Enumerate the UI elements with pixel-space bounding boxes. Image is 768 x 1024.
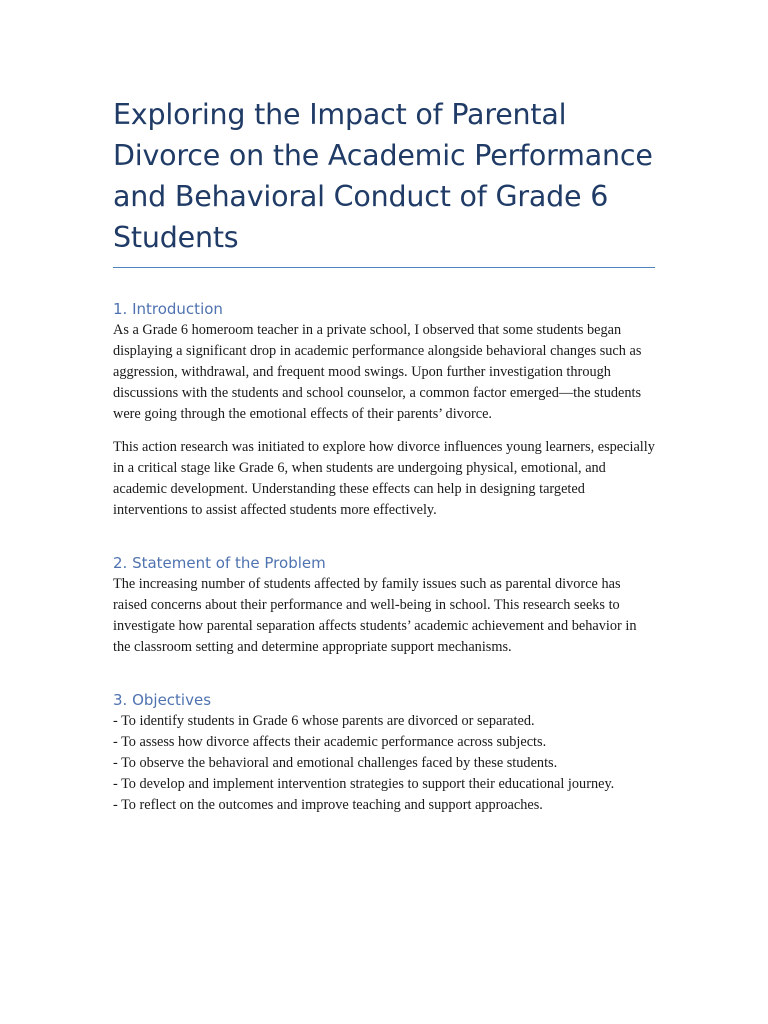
section-heading-introduction: 1. Introduction [113,300,223,318]
introduction-paragraph-1: As a Grade 6 homeroom teacher in a private school, I observed that some students began displaying a significant drop in academic performance alongside behavioral changes such as aggression, withdrawal, and frequent mood swings. Upon further investigation through discussions with the students and school counselor, a common factor emerged—the students were going through the emotional effects of their parents’ divorce. [113,322,642,422]
introduction-paragraph-2: This action research was initiated to explore how divorce influences young learners, especially in a critical stage like Grade 6, when students are undergoing physical, emotional, and academic development. Understanding these effects can help in designing targeted interventions to assist affected students more effectively. [113,439,655,518]
section-heading-objectives: 3. Objectives [113,691,212,709]
section-introduction [113,298,655,521]
objective-item: - To develop and implement intervention strategies to support their educational journey. [113,776,615,792]
objective-item: - To observe the behavioral and emotional challenges faced by these students. [113,755,558,771]
objective-item: - To assess how divorce affects their academic performance across subjects. [113,734,547,750]
section-statement-of-problem [113,552,655,658]
problem-paragraph: The increasing number of students affected by family issues such as parental divorce has raised concerns about their performance and well-being in school. This research seeks to investigate how parental separation affects students’ academic achievement and behavior in the classroom setting and determine appropriate support mechanisms. [113,576,637,655]
objective-item: - To identify students in Grade 6 whose parents are divorced or separated. [113,713,535,729]
section-objectives [113,689,655,816]
objective-item: - To reflect on the outcomes and improve teaching and support approaches. [113,797,543,813]
document-title: Exploring the Impact of Parental Divorce on the Academic Performance and Behavioral Conduct of Grade 6 Students [113,98,653,254]
document-page [113,94,655,846]
section-heading-statement-of-problem: 2. Statement of the Problem [113,554,326,572]
title-divider [113,267,655,268]
